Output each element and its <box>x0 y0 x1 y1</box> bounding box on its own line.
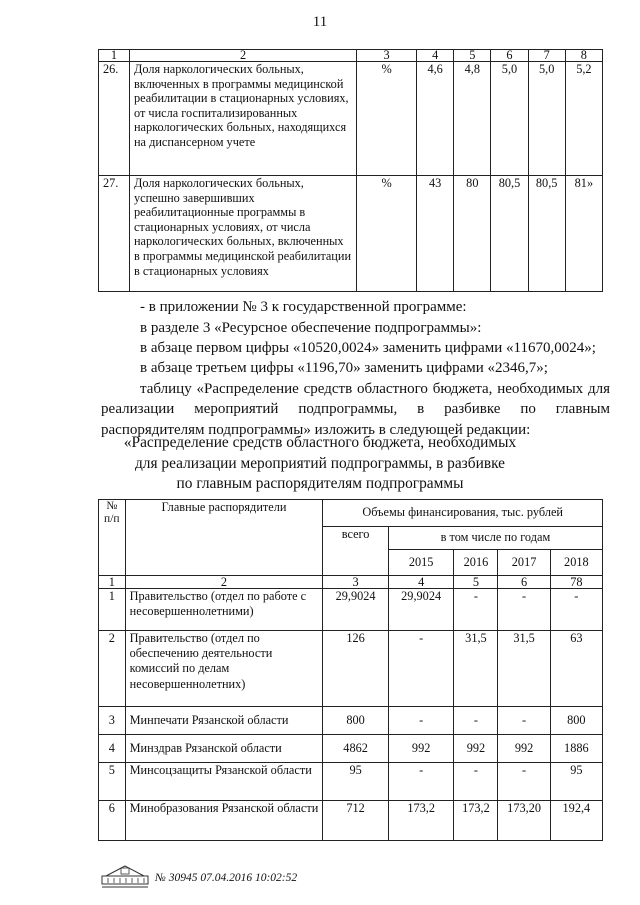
row-name: Минздрав Рязанской области <box>125 735 323 763</box>
publication-stamp-icon <box>100 862 150 890</box>
row-value: - <box>454 763 498 801</box>
header-main: Главные распорядители <box>125 500 323 576</box>
row-value: 992 <box>498 735 550 763</box>
table-row <box>99 801 603 841</box>
row-num: 27. <box>99 176 130 292</box>
colnum: 3 <box>323 576 389 589</box>
row-value: 192,4 <box>550 801 602 841</box>
table-row <box>99 707 603 735</box>
col-2018: 7 <box>528 50 565 62</box>
row-value: 992 <box>454 735 498 763</box>
col-name: 2 <box>129 50 356 62</box>
row-value: 43 <box>417 176 454 292</box>
page-number: 11 <box>312 14 328 30</box>
row-value: - <box>388 707 454 735</box>
colnum: 1 <box>99 576 126 589</box>
paragraph-first-abzac: в абзаце первом цифры «10520,0024» заменить цифрами «11670,0024»; <box>140 340 596 356</box>
header-volume: Объемы финансирования, тыс. рублей <box>323 500 603 527</box>
paragraph-section: в разделе 3 «Ресурсное обеспечение подпрограммы»: <box>140 320 482 336</box>
row-total: 800 <box>323 707 389 735</box>
row-value: 4,8 <box>454 62 491 176</box>
row-value: 80,5 <box>491 176 528 292</box>
colnum: 78 <box>550 576 602 589</box>
indicators-table <box>98 49 603 292</box>
row-value: 80 <box>454 176 491 292</box>
table-row <box>99 62 603 176</box>
funding-table <box>98 499 603 841</box>
header-year: 2016 <box>454 550 498 576</box>
row-value: 5,2 <box>565 62 602 176</box>
colnum: 4 <box>388 576 454 589</box>
colnum: 2 <box>125 576 323 589</box>
header-year: 2015 <box>388 550 454 576</box>
row-num: 5 <box>99 763 126 801</box>
column-numbers-row <box>99 576 603 589</box>
row-value: 173,2 <box>454 801 498 841</box>
row-total: 29,9024 <box>323 589 389 631</box>
row-value: 31,5 <box>454 631 498 707</box>
table-row <box>99 589 603 631</box>
row-name: Правительство (отдел по работе с несовершеннолетними) <box>125 589 323 631</box>
paragraph-appendix: - в приложении № 3 к государственной программе: <box>140 299 467 315</box>
table-row <box>99 176 603 292</box>
caption-line: «Распределение средств областного бюджета, необходимых <box>123 434 517 451</box>
row-total: 126 <box>323 631 389 707</box>
row-value: 5,0 <box>528 62 565 176</box>
row-name: Правительство (отдел по обеспечению деятельности комиссий по делам несовершеннолетних) <box>125 631 323 707</box>
row-value: 95 <box>550 763 602 801</box>
row-unit: % <box>357 176 417 292</box>
row-name: Минобразования Рязанской области <box>125 801 323 841</box>
row-unit: % <box>357 62 417 176</box>
paragraph-table-replace: таблицу «Распределение средств областного бюджета, необходимых для реализации мероприятий подпрограммы, в разбивке по главным распорядителям подпрограммы» изложить в следующей редакции: <box>101 381 610 438</box>
row-num: 6 <box>99 801 126 841</box>
header-year: 2018 <box>550 550 602 576</box>
paragraph-third-abzac: в абзаце третьем цифры «1196,70» заменить цифрами «2346,7»; <box>140 360 548 376</box>
table-header-row <box>99 500 603 527</box>
caption-line: по главным распорядителям подпрограммы <box>176 475 464 492</box>
row-value: - <box>550 589 602 631</box>
registration-number: № 30945 07.04.2016 10:02:52 <box>155 872 298 884</box>
row-value: - <box>388 631 454 707</box>
col-num: 1 <box>99 50 130 62</box>
col-2017: 6 <box>491 50 528 62</box>
row-total: 4862 <box>323 735 389 763</box>
row-name: Минсоцзащиты Рязанской области <box>125 763 323 801</box>
row-name: Минпечати Рязанской области <box>125 707 323 735</box>
row-total: 712 <box>323 801 389 841</box>
row-text: Доля наркологических больных, включенных в программы медицинской реабилитации в стационарных условиях, от числа госпитализированных наркологических больных, находящихся на диспансерном учете <box>129 62 356 176</box>
col-2019: 8 <box>565 50 602 62</box>
row-value: 81» <box>565 176 602 292</box>
header-total: всего <box>323 527 389 576</box>
row-value: - <box>388 763 454 801</box>
colnum: 6 <box>498 576 550 589</box>
row-value: 80,5 <box>528 176 565 292</box>
col-unit: 3 <box>357 50 417 62</box>
row-value: 800 <box>550 707 602 735</box>
row-value: - <box>454 707 498 735</box>
header-year: 2017 <box>498 550 550 576</box>
caption-line: для реализации мероприятий подпрограммы, в разбивке <box>134 454 506 472</box>
row-total: 95 <box>323 763 389 801</box>
header-num: № п/п <box>99 500 126 576</box>
row-value: 29,9024 <box>388 589 454 631</box>
table-header-row <box>99 50 603 62</box>
row-value: 4,6 <box>417 62 454 176</box>
colnum: 5 <box>454 576 498 589</box>
row-num: 26. <box>99 62 130 176</box>
row-num: 3 <box>99 707 126 735</box>
row-num: 2 <box>99 631 126 707</box>
table-caption <box>0 433 640 495</box>
table-row <box>99 763 603 801</box>
row-value: 63 <box>550 631 602 707</box>
row-value: 5,0 <box>491 62 528 176</box>
col-2016: 5 <box>454 50 491 62</box>
row-value: - <box>498 589 550 631</box>
table-row <box>99 631 603 707</box>
header-years: в том числе по годам <box>388 527 602 550</box>
row-num: 4 <box>99 735 126 763</box>
row-value: 173,2 <box>388 801 454 841</box>
row-value: - <box>498 707 550 735</box>
col-2015: 4 <box>417 50 454 62</box>
row-num: 1 <box>99 589 126 631</box>
row-value: - <box>454 589 498 631</box>
row-value: 173,20 <box>498 801 550 841</box>
table-row <box>99 735 603 763</box>
row-value: 31,5 <box>498 631 550 707</box>
row-text: Доля наркологических больных, успешно завершивших реабилитационные программы в стационарных условиях, от числа наркологических больных, включенных в программы медицинской реабилитации в стационарных условиях <box>129 176 356 292</box>
row-value: 992 <box>388 735 454 763</box>
row-value: 1886 <box>550 735 602 763</box>
row-value: - <box>498 763 550 801</box>
